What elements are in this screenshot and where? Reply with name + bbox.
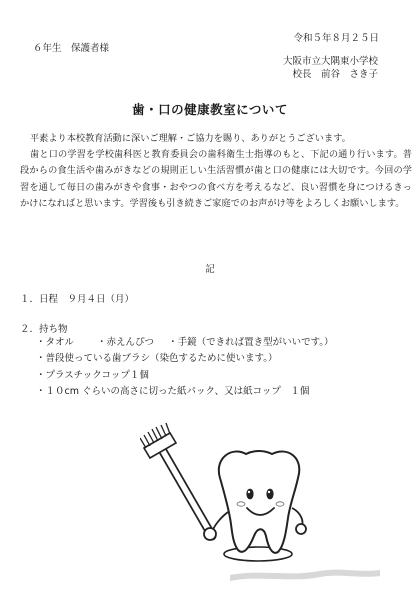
issue-date: 令和５年８月２５日 bbox=[293, 33, 379, 44]
belonging-hand-mirror: ・手鏡（できれば置き型がいいです。） bbox=[168, 337, 334, 348]
belonging-towel: ・タオル bbox=[36, 337, 75, 348]
body-paragraph-1: 平素より本校教育活動に深いご理解・ご協力を賜り、ありがとうございます。 bbox=[30, 133, 351, 144]
scan-smudge bbox=[230, 568, 380, 582]
belonging-red-pencil: ・赤えんぴつ bbox=[97, 337, 155, 348]
body-paragraph-2: 歯と口の学習を学校歯科医と教育委員会の歯科衛生士指導のもと、下記の通り行います。普段からの食生活や歯みがきなどの規則正しい生活習慣が歯と口の健康には大切です。今回の学習を通して毎日の歯みがきや食事・おやつの食べ方を考えるなど、良い習慣を身につけるきっかけになればと思います。学習後も引き続きご家庭でのお声がけ等をよろしくお願いします。 bbox=[20, 149, 412, 209]
principal-name: 校長 前谷 さき子 bbox=[292, 69, 378, 80]
school-name: 大阪市立大隅東小学校 bbox=[282, 56, 378, 67]
tooth-mascot-icon bbox=[140, 408, 320, 568]
schedule-item: １．日程 ９月４日（月） bbox=[20, 294, 135, 305]
belonging-paper-cup: ・１０cm ぐらいの高さに切った紙パック、又は紙コップ １個 bbox=[36, 386, 310, 397]
belonging-toothbrush: ・普段使っている歯ブラシ（染色するために使います。） bbox=[36, 353, 278, 364]
recipient-line: ６年生 保護者様 bbox=[33, 43, 110, 54]
document-title: 歯・口の健康教室について bbox=[132, 102, 288, 117]
belonging-plastic-cup: ・プラスチックコップ１個 bbox=[36, 370, 149, 381]
ki-heading: 記 bbox=[205, 264, 215, 275]
belongings-heading: ２．持ち物 bbox=[20, 324, 68, 335]
body-text bbox=[20, 131, 412, 212]
belongings-row-1 bbox=[36, 338, 334, 348]
